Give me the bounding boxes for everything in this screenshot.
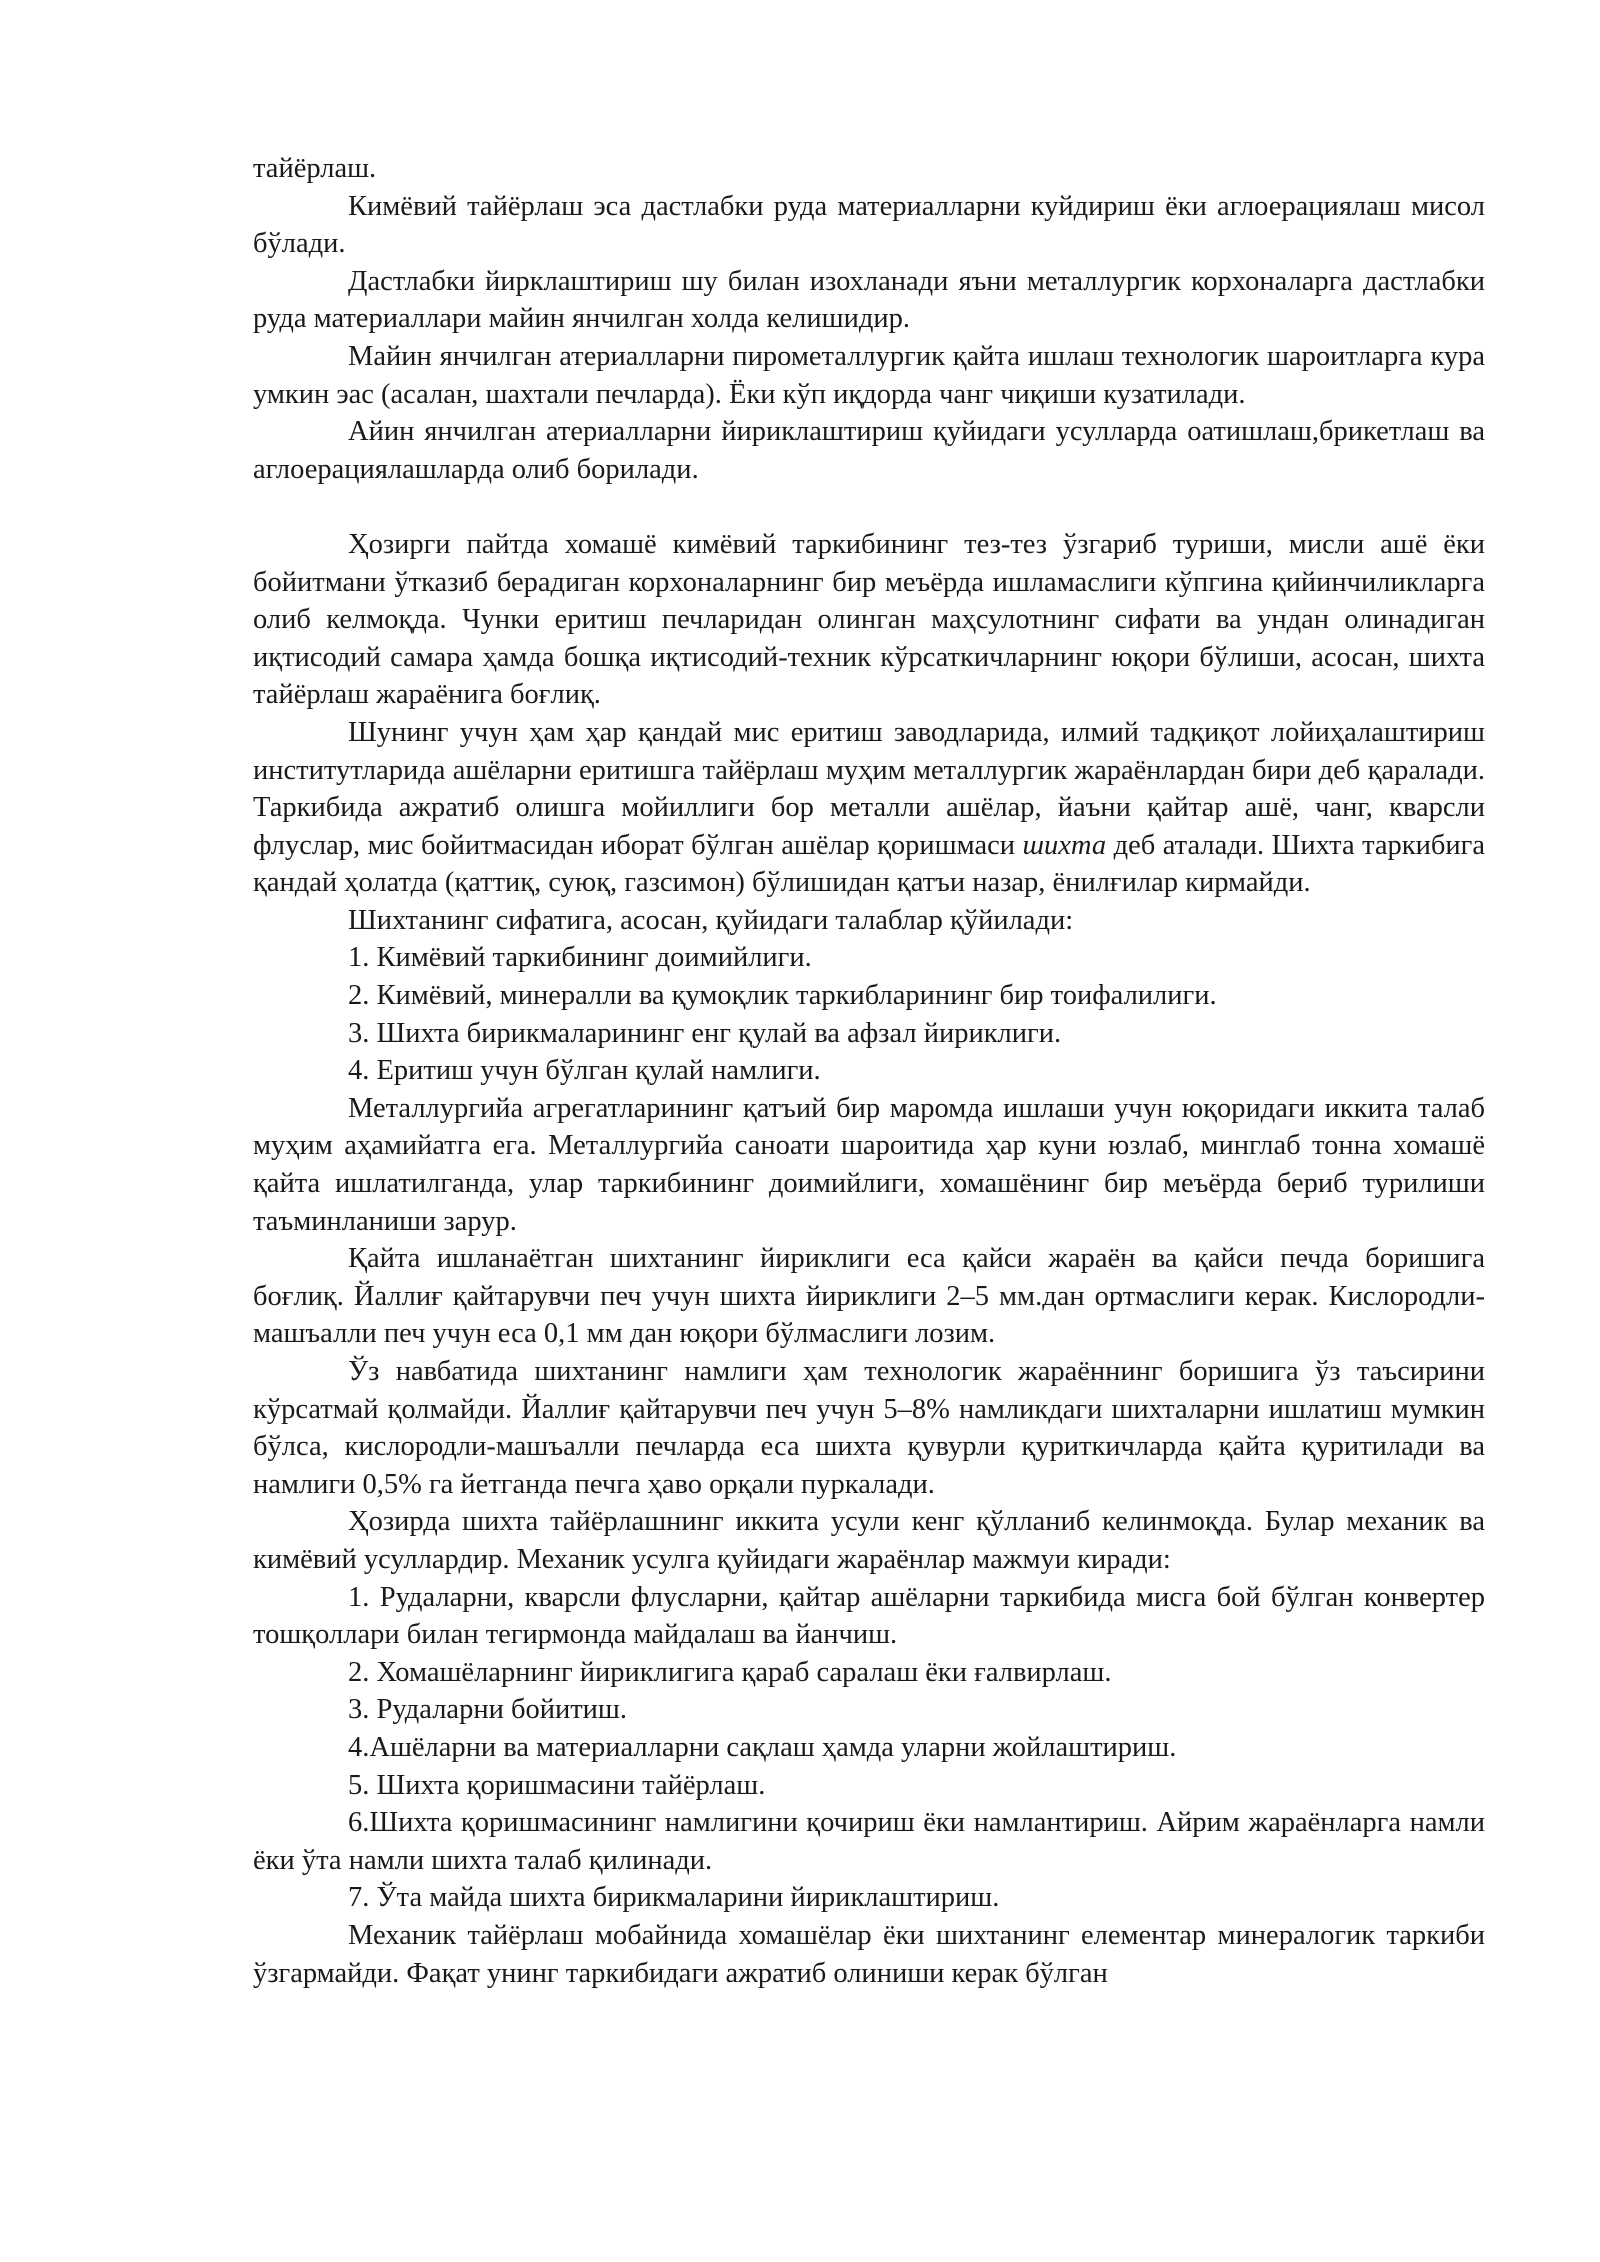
list-item: 2. Кимёвий, минералли ва қумоқлик таркибларининг бир тоифалилиги. [348, 980, 1217, 1012]
list-item: 1. Кимёвий таркибининг доимийлиги. [348, 942, 812, 974]
paragraph: Ҳозирда шихта тайёрлашнинг иккита усули кенг қўлланиб келинмоқда. Булар механик ва кимёвий усуллардир. Механик усулга қуйидаги жараёнлар мажмуи киради: [253, 1506, 1485, 1575]
list-item: 2. Хомашёларнинг йириклигига қараб саралаш ёки ғалвирлаш. [348, 1656, 1112, 1688]
paragraph: Ўз навбатида шихтанинг намлиги ҳам технологик жараённинг боришига ўз таъсирини кўрсатмай қолмайди. Йаллиғ қайтарувчи печ учун 5–8% намликдаги шихталарни ишлатиш мумкин бўлса, кислородли-машъалли печларда еса шихта қувурли қуриткичларда қайта қуритилади ва намлиги 0,5% га йетганда печга ҳаво орқали пуркалади. [253, 1356, 1485, 1500]
paragraph: Механик тайёрлаш мобайнида хомашёлар ёки шихтанинг елементар минералогик таркиби ўзгармайди. Фақат унинг таркибидаги ажратиб олиниши керак бўлган [253, 1919, 1485, 1989]
paragraph: Майин янчилган атериалларни пирометаллургик қайта ишлаш технологик шароитларга кура умкин эас (асалан, шахтали печларда). Ёки кўп иқдорда чанг чиқиши кузатилади. [253, 340, 1485, 410]
paragraph: Металлургийа агрегатларининг қатъий бир маромда ишлаши учун юқоридаги иккита талаб муҳим аҳамийатга ега. Металлургийа саноати шароитида ҳар куни юзлаб, минглаб тонна хомашё қайта ишлатилганда, улар таркибининг доимийлиги, хомашёнинг бир меъёрда бериб турилиши таъминланиши зарур. [253, 1092, 1485, 1237]
paragraph: Кимёвий тайёрлаш эса дастлабки руда материалларни куйдириш ёки аглоерациялаш мисол бўлади. [253, 190, 1485, 260]
paragraph: Айин янчилган атериалларни йириклаштириш қуйидаги усулларда оатишлаш,брикетлаш ва аглоерациялашларда олиб борилади. [253, 416, 1485, 485]
list-item: 6.Шихта қоришмасининг намлигини қочириш ёки намлантириш. Айрим жараёнларга намли ёки ўта намли шихта талаб қилинади. [253, 1807, 1485, 1876]
list-item: 7. Ўта майда шихта бирикмаларини йириклаштириш. [348, 1882, 1000, 1914]
list-item: 4. Еритиш учун бўлган қулай намлиги. [348, 1055, 821, 1087]
paragraph: Қайта ишланаётган шихтанинг йириклиги еса қайси жараён ва қайси печда боришига боғлиқ. Йаллиғ қайтарувчи печ учун шихта йириклиги 2–5 мм.дан ортмаслиги керак. Кислородли-машъалли печ учун еса 0,1 мм дан юқори бўлмаслиги лозим. [253, 1243, 1485, 1350]
paragraph-text: деб аталади. Шихта таркибига қандай ҳолатда (қаттиқ, суюқ, газсимон) бўлишидан қатъи назар, ёнилғилар кирмайди. [253, 829, 1485, 899]
paragraph: тайёрлаш. [253, 153, 377, 184]
document-page [253, 150, 1485, 1992]
list-item: 4.Ашёларни ва материалларни сақлаш ҳамда уларни жойлаштириш. [348, 1731, 1177, 1763]
list-item: 3. Шихта бирикмаларининг енг қулай ва афзал йириклиги. [348, 1017, 1062, 1049]
list-item: 3. Рудаларни бойитиш. [348, 1694, 627, 1726]
paragraph: Шихтанинг сифатига, асосан, қуйидаги талаблар қўйилади: [348, 904, 1074, 936]
paragraph: Дастлабки йирклаштириш шу билан изохланади яъни металлургик корхоналарга дастлабки руда материаллари майин янчилган холда келишидир. [253, 265, 1485, 335]
italic-term: шихта [1022, 829, 1107, 861]
list-item: 5. Шихта қоришмасини тайёрлаш. [348, 1769, 766, 1801]
paragraph: Ҳозирги пайтда хомашё кимёвий таркибининг тез-тез ўзгариб туриши, мисли ашё ёки бойитмани ўтказиб берадиган корхоналарнинг бир меъёрда ишламаслиги кўпгина қийинчиликларга олиб келмоқда. Чунки еритиш печларидан олинган маҳсулотнинг сифати ва ундан олинадиган иқтисодий самара ҳамда бошқа иқтисодий-техник кўрсаткичларнинг юқори бўлиши, асосан, шихта тайёрлаш жараёнига боғлиқ. [253, 528, 1485, 711]
paragraph-with-term [253, 714, 1485, 902]
list-item: 1. Рудаларни, кварсли флусларни, қайтар ашёларни таркибида мисга бой бўлган конвертер тошқоллари билан тегирмонда майдалаш ва йанчиш. [253, 1581, 1485, 1651]
blank-line [253, 488, 1485, 526]
paragraph-text: Шунинг учун ҳам ҳар қандай мис еритиш заводларида, илмий тадқиқот лойиҳалаштириш институтларида ашёларни еритишга тайёрлаш муҳим металлургик жараёнлардан бири деб қаралади. Таркибида ажратиб олишга мойиллиги бор металли ашёлар, йаъни қайтар ашё, чанг, кварсли флуслар, мис бойитмасидан иборат бўлган ашёлар қоришмаси [253, 716, 1485, 861]
